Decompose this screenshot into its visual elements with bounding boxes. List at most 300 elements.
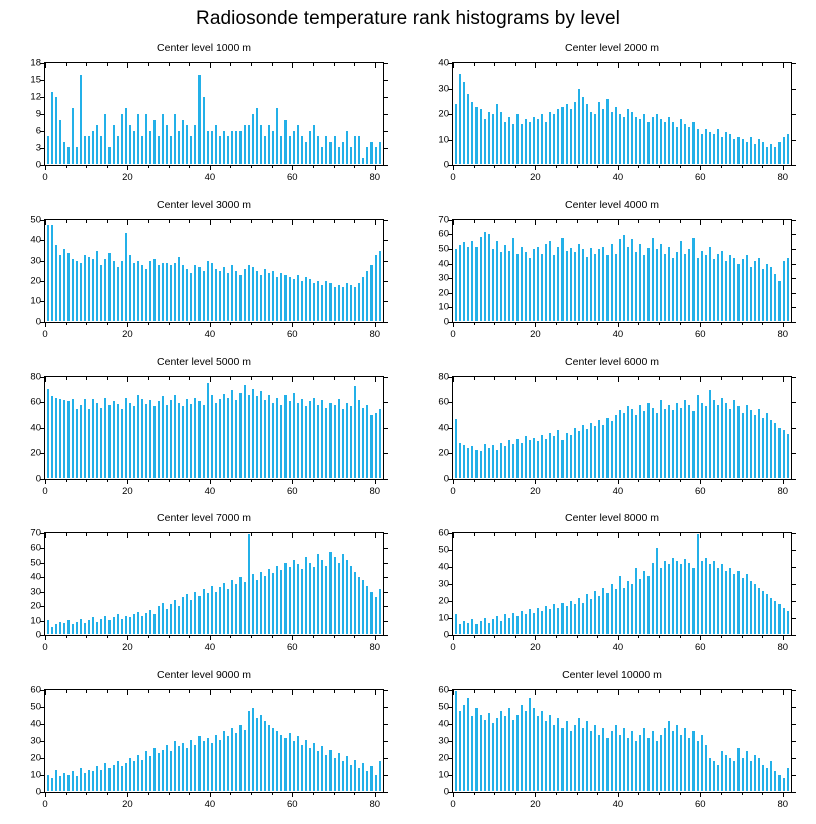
y-tick-mark [448,307,453,308]
x-tick-mark [210,165,211,170]
y-tick-mark [383,131,388,132]
x-minor-tick [169,165,170,168]
y-tick-mark [791,618,796,619]
x-tick-mark-top [292,220,293,225]
x-axis [42,165,383,185]
x-minor-tick [556,792,557,795]
y-tick-label: 60 [30,542,41,554]
y-tick-mark [791,89,796,90]
x-minor-tick [762,635,763,638]
y-tick-mark [448,114,453,115]
x-tick-mark-top [618,377,619,382]
x-minor-tick [313,165,314,168]
y-tick-mark [791,165,796,166]
y-tick-label: 6 [35,125,41,137]
y-tick-mark [448,402,453,403]
x-tick-label: 40 [204,642,216,654]
x-minor-tick-top [148,63,149,66]
x-tick-mark-top [45,63,46,68]
y-tick-label: 40 [30,718,41,730]
x-minor-tick-top [66,63,67,66]
x-tick-mark [700,165,701,170]
x-axis [42,635,383,655]
y-tick-mark [383,114,388,115]
x-minor-tick-top [313,220,314,223]
y-tick-mark [40,114,45,115]
y-tick-label: 18 [30,57,41,69]
y-tick-mark [40,707,45,708]
x-minor-tick-top [251,63,252,66]
y-tick-label: 0 [443,629,449,641]
x-tick-label: 0 [42,799,48,811]
y-tick-mark [448,278,453,279]
x-minor-tick-top [515,690,516,693]
y-tick-label: 20 [30,752,41,764]
y-tick-mark [383,165,388,166]
x-minor-tick [638,165,639,168]
x-tick-mark-top [210,533,211,538]
x-tick-mark-top [783,220,784,225]
y-tick-mark [383,690,388,691]
x-minor-tick-top [334,220,335,223]
y-tick-mark [383,621,388,622]
x-minor-tick [169,322,170,325]
x-minor-tick-top [659,220,660,223]
y-tick-mark [791,293,796,294]
x-minor-tick-top [66,377,67,380]
x-minor-tick [515,165,516,168]
x-minor-tick [86,635,87,638]
y-tick-label: 10 [30,295,41,307]
x-tick-mark [535,792,536,797]
y-tick-mark [791,322,796,323]
x-tick-label: 0 [450,328,456,340]
chart-panel [0,197,408,354]
x-minor-tick [251,322,252,325]
y-tick-label: 70 [30,527,41,539]
x-minor-tick-top [742,690,743,693]
x-minor-tick-top [597,377,598,380]
x-minor-tick-top [515,220,516,223]
x-tick-mark-top [292,690,293,695]
x-tick-mark-top [292,533,293,538]
y-tick-mark [40,775,45,776]
y-tick-mark [383,428,388,429]
x-minor-tick-top [474,690,475,693]
axes-frame [438,214,792,340]
y-tick-mark [791,741,796,742]
x-minor-tick [354,792,355,795]
y-tick-mark [383,724,388,725]
y-tick-label: 30 [438,272,449,284]
x-minor-tick-top [230,63,231,66]
y-tick-label: 60 [30,396,41,408]
y-tick-label: 50 [438,701,449,713]
x-tick-mark [700,635,701,640]
panel-title: Center level 6000 m [565,355,659,368]
y-tick-label: 10 [438,301,449,313]
y-tick-mark [383,281,388,282]
x-tick-mark [535,479,536,484]
x-tick-mark [700,792,701,797]
x-tick-mark-top [783,690,784,695]
y-tick-mark [791,140,796,141]
x-tick-mark [292,322,293,327]
y-tick-mark [448,428,453,429]
y-tick-mark [383,635,388,636]
x-minor-tick-top [577,220,578,223]
x-minor-tick [107,322,108,325]
x-minor-tick-top [556,533,557,536]
x-minor-tick [251,165,252,168]
axes-frame [438,527,792,654]
y-tick-label: 10 [438,612,449,624]
x-tick-mark [45,792,46,797]
x-minor-tick-top [494,63,495,66]
x-tick-mark-top [783,377,784,382]
x-minor-tick-top [272,690,273,693]
x-tick-label: 20 [122,172,133,183]
axes-frame [30,214,384,340]
panel-title: Center level 7000 m [157,512,251,525]
x-minor-tick-top [680,63,681,66]
panel-title: Center level 10000 m [562,669,662,682]
x-minor-tick [762,165,763,168]
x-minor-tick-top [148,220,149,223]
y-tick-mark [383,775,388,776]
y-tick-label: 10 [30,769,41,781]
x-tick-mark-top [210,690,211,695]
x-tick-mark [45,165,46,170]
y-tick-label: 50 [438,243,449,255]
y-tick-mark [791,114,796,115]
x-minor-tick [189,165,190,168]
panel-title: Center level 5000 m [157,355,251,368]
x-tick-mark [375,165,376,170]
x-minor-tick-top [494,533,495,536]
x-tick-mark-top [618,220,619,225]
x-minor-tick [313,479,314,482]
x-minor-tick [556,322,557,325]
x-tick-label: 20 [530,172,541,183]
x-minor-tick-top [762,63,763,66]
y-tick-label: 50 [30,214,41,226]
y-tick-mark [791,792,796,793]
x-minor-tick [354,479,355,482]
x-axis [450,479,791,499]
x-minor-tick-top [272,533,273,536]
x-minor-tick-top [474,377,475,380]
x-minor-tick [474,479,475,482]
x-minor-tick-top [515,377,516,380]
x-tick-mark-top [45,690,46,695]
chart-panel [408,354,816,511]
y-tick-mark [383,533,388,534]
x-minor-tick [189,479,190,482]
y-tick-mark [40,606,45,607]
x-minor-tick [494,479,495,482]
x-tick-mark [375,792,376,797]
x-minor-tick [169,635,170,638]
x-tick-label: 0 [42,172,48,183]
x-tick-mark-top [783,533,784,538]
y-tick-label: 0 [443,786,449,798]
x-tick-label: 40 [612,485,624,497]
x-minor-tick [169,479,170,482]
x-minor-tick-top [742,63,743,66]
x-tick-mark [375,479,376,484]
x-minor-tick [148,322,149,325]
x-minor-tick [148,479,149,482]
x-minor-tick-top [494,377,495,380]
x-minor-tick [638,479,639,482]
y-tick-label: 40 [30,234,41,246]
x-tick-mark-top [700,377,701,382]
x-tick-label: 60 [287,642,298,654]
x-minor-tick [680,322,681,325]
x-minor-tick-top [474,63,475,66]
bar [786,434,790,478]
y-tick-label: 20 [438,447,449,459]
x-axis [42,479,383,499]
x-minor-tick [597,479,598,482]
x-minor-tick-top [230,690,231,693]
x-minor-tick-top [742,377,743,380]
x-tick-label: 40 [204,485,216,497]
y-tick-label: 0 [443,473,449,485]
x-minor-tick-top [597,690,598,693]
x-minor-tick-top [313,63,314,66]
y-tick-label: 60 [438,684,449,696]
axes-frame [30,684,384,811]
x-minor-tick [107,165,108,168]
x-tick-mark [375,322,376,327]
chart-panel [408,197,816,354]
x-tick-label: 0 [450,642,456,654]
x-minor-tick [474,322,475,325]
y-tick-mark [383,453,388,454]
x-minor-tick [86,322,87,325]
x-tick-mark-top [45,533,46,538]
bar [378,409,382,478]
x-minor-tick [762,792,763,795]
bar [378,251,382,321]
y-tick-mark [40,402,45,403]
x-minor-tick-top [66,690,67,693]
y-tick-mark [383,377,388,378]
x-minor-tick [169,792,170,795]
x-minor-tick [272,322,273,325]
x-tick-mark [783,165,784,170]
x-tick-mark [127,479,128,484]
x-minor-tick [721,165,722,168]
bar-series [454,691,790,791]
x-tick-mark-top [535,220,536,225]
x-tick-label: 0 [42,485,48,497]
x-tick-label: 60 [287,328,298,340]
x-tick-label: 60 [695,328,706,340]
x-tick-label: 40 [204,172,216,183]
x-minor-tick [659,635,660,638]
x-minor-tick [721,635,722,638]
x-tick-mark-top [292,377,293,382]
x-minor-tick [66,792,67,795]
y-tick-mark [448,293,453,294]
y-tick-mark [40,80,45,81]
panel-title: Center level 4000 m [565,198,659,211]
y-tick-mark [791,533,796,534]
chart-panel [0,667,408,824]
x-minor-tick-top [189,63,190,66]
x-tick-label: 40 [204,328,216,340]
x-tick-label: 20 [530,642,541,654]
y-tick-mark [383,240,388,241]
x-minor-tick [148,635,149,638]
x-tick-mark [292,479,293,484]
x-minor-tick-top [86,690,87,693]
x-minor-tick [86,479,87,482]
plot-area [438,684,792,811]
x-minor-tick [597,165,598,168]
plot-area [30,371,384,497]
x-tick-mark-top [700,63,701,68]
x-minor-tick [230,792,231,795]
bar [378,142,382,164]
x-minor-tick-top [659,377,660,380]
y-tick-label: 30 [30,735,41,747]
x-minor-tick [742,635,743,638]
x-tick-mark-top [210,377,211,382]
x-minor-tick [680,165,681,168]
x-minor-tick-top [680,690,681,693]
y-tick-mark [448,550,453,551]
x-minor-tick [597,635,598,638]
x-minor-tick [86,165,87,168]
x-tick-mark [210,635,211,640]
axes-frame [438,684,792,811]
x-minor-tick [230,165,231,168]
y-tick-mark [383,592,388,593]
x-tick-label: 40 [204,799,216,811]
y-tick-mark [383,479,388,480]
x-minor-tick-top [169,690,170,693]
bar [786,611,790,634]
x-minor-tick [762,322,763,325]
y-tick-mark [40,148,45,149]
bar [378,589,382,635]
plot-area [30,527,384,654]
y-tick-mark [448,724,453,725]
x-minor-tick [251,635,252,638]
y-tick-label: 80 [438,371,449,383]
x-minor-tick-top [556,63,557,66]
x-minor-tick-top [230,377,231,380]
x-tick-mark-top [783,63,784,68]
plot-area [30,214,384,340]
x-tick-mark [783,479,784,484]
x-minor-tick [659,322,660,325]
bar [786,768,790,791]
x-tick-label: 0 [450,485,456,497]
x-minor-tick-top [638,377,639,380]
x-minor-tick-top [251,377,252,380]
x-minor-tick-top [577,690,578,693]
x-minor-tick [251,792,252,795]
x-minor-tick [334,165,335,168]
x-tick-mark-top [127,220,128,225]
bar-series [46,221,382,321]
x-minor-tick [515,635,516,638]
x-tick-mark [618,322,619,327]
x-tick-mark [292,165,293,170]
x-minor-tick [515,479,516,482]
x-minor-tick [556,165,557,168]
x-minor-tick [597,322,598,325]
x-tick-mark-top [375,533,376,538]
x-tick-label: 0 [450,172,456,183]
x-tick-label: 20 [122,799,133,811]
x-tick-mark [535,322,536,327]
y-tick-mark [448,453,453,454]
x-minor-tick-top [148,690,149,693]
y-tick-mark [40,131,45,132]
x-tick-mark [210,322,211,327]
y-tick-label: 50 [438,544,449,556]
x-tick-mark-top [292,63,293,68]
x-minor-tick [313,792,314,795]
x-tick-mark-top [535,377,536,382]
y-tick-label: 40 [438,57,449,69]
y-tick-label: 30 [30,255,41,267]
x-tick-label: 80 [369,642,381,654]
y-tick-mark [40,741,45,742]
y-tick-mark [448,249,453,250]
x-axis [450,792,791,812]
x-minor-tick-top [515,63,516,66]
x-minor-tick [577,479,578,482]
y-tick-mark [448,758,453,759]
x-minor-tick [556,635,557,638]
x-minor-tick [334,635,335,638]
x-tick-mark-top [210,63,211,68]
x-minor-tick-top [251,220,252,223]
x-minor-tick-top [721,690,722,693]
y-tick-mark [791,707,796,708]
y-tick-mark [791,377,796,378]
x-minor-tick [189,322,190,325]
x-tick-mark-top [535,63,536,68]
x-minor-tick-top [66,220,67,223]
x-tick-label: 60 [695,172,706,183]
x-tick-mark-top [45,220,46,225]
x-tick-mark-top [453,690,454,695]
x-minor-tick-top [680,377,681,380]
x-tick-mark-top [127,533,128,538]
x-minor-tick-top [494,690,495,693]
x-tick-mark-top [210,220,211,225]
plot-area [438,57,792,183]
y-tick-mark [40,240,45,241]
x-minor-tick-top [86,220,87,223]
x-minor-tick [189,635,190,638]
x-minor-tick-top [762,377,763,380]
x-tick-mark [127,635,128,640]
x-minor-tick [86,792,87,795]
x-minor-tick [66,322,67,325]
plot-area [30,684,384,811]
x-minor-tick-top [354,533,355,536]
y-tick-mark [791,307,796,308]
